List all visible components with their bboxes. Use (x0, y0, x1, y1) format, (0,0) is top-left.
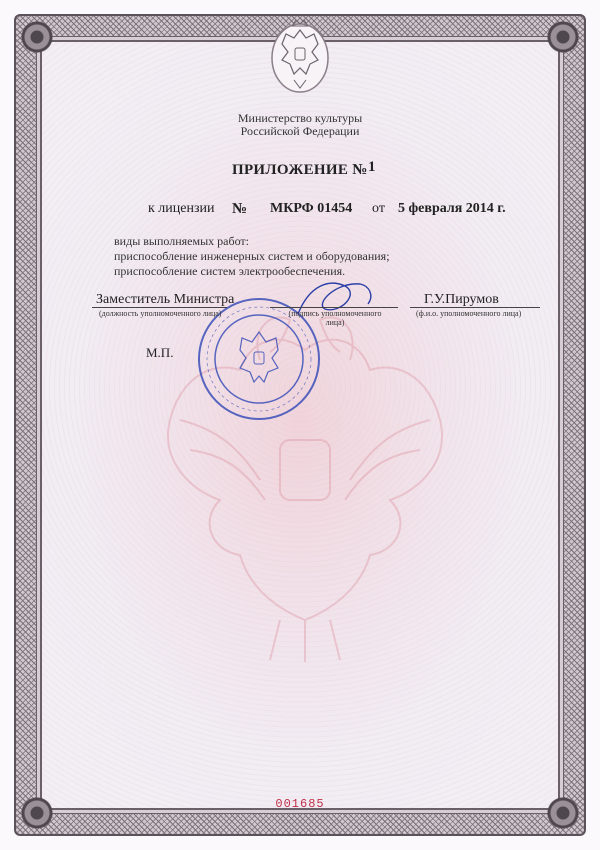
signatory-position: Заместитель Министра (96, 292, 235, 307)
serial-number: 001685 (275, 797, 325, 811)
signature-line (270, 307, 398, 308)
ministry-line-1: Министерство культуры (237, 111, 363, 125)
license-label: к лицензии (148, 201, 215, 216)
license-date: 5 февраля 2014 г. (398, 201, 506, 216)
seal-place-label: М.П. (146, 345, 174, 360)
signature-caption: (подпись уполномоченного лица) (288, 309, 382, 327)
license-id: МКРФ 01454 (270, 201, 353, 216)
ministry-line-2: Российской Федерации (240, 124, 360, 138)
corner-ornament (16, 16, 58, 58)
appendix-number: 1 (368, 159, 376, 175)
appendix-title: ПРИЛОЖЕНИЕ № (232, 162, 368, 178)
coat-of-arms-icon (268, 8, 332, 96)
works-heading: виды выполняемых работ: (114, 234, 250, 248)
license-number-sign: № (232, 201, 248, 217)
corner-ornament (542, 16, 584, 58)
issuing-authority (0, 112, 600, 138)
work-item: приспособление инженерных систем и оборудования; (114, 249, 390, 263)
license-date-prefix: от (372, 201, 385, 216)
work-item: приспособление систем электрообеспечения. (114, 264, 346, 278)
signatory-name: Г.У.Пирумов (424, 292, 499, 307)
name-caption: (ф.и.о. уполномоченного лица) (416, 309, 522, 318)
position-caption: (должность уполномоченного лица) (99, 309, 222, 318)
